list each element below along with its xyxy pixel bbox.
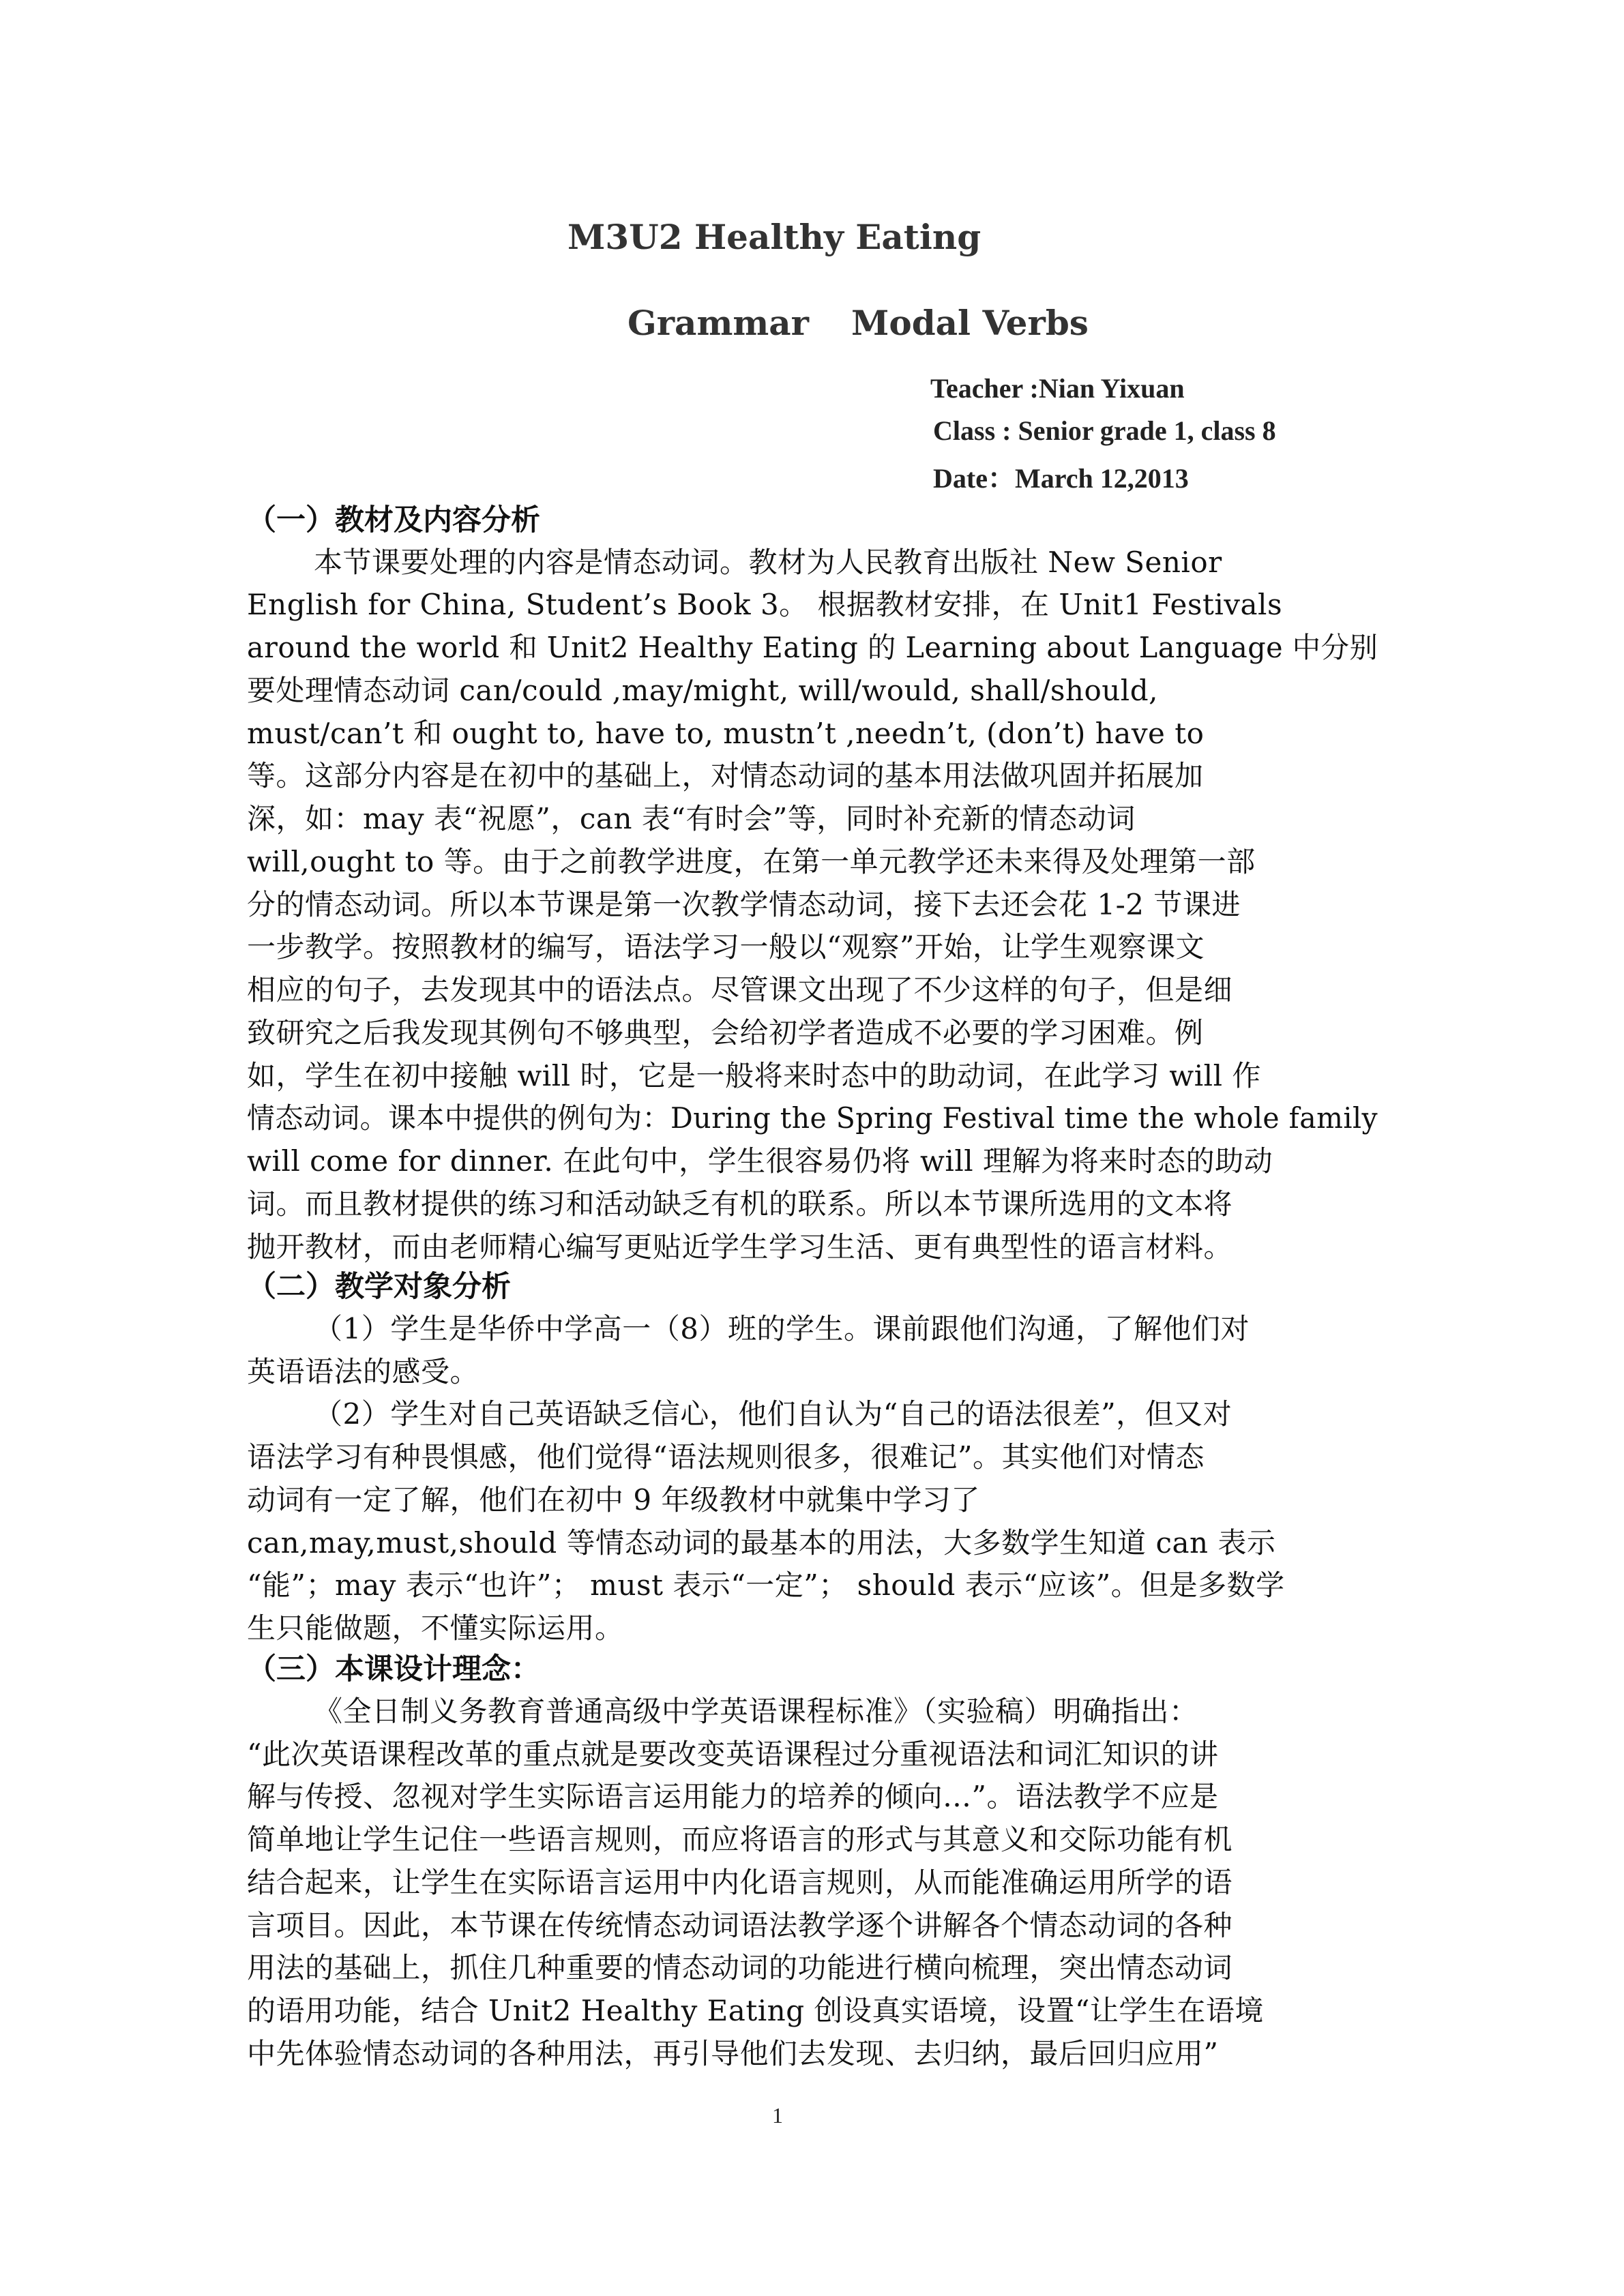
paragraph-line: 《全日制义务教育普通高级中学英语课程标准》（实验稿）明确指出： [314,1695,1198,1728]
paragraph-line: English for China, Student’s Book 3。 根据教材安排，在 Unit1 Festivals [247,588,1283,621]
paragraph-line: 用法的基础上，抓住几种重要的情态动词的功能进行横向梳理，突出情态动词 [247,1951,1233,1984]
page-number: 1 [772,2103,783,2128]
paragraph-line: 分的情态动词。所以本节课是第一次教学情态动词，接下去还会花 1-2 节课进 [247,888,1241,921]
paragraph-line: 等。这部分内容是在初中的基础上，对情态动词的基本用法做巩固并拓展加 [247,759,1204,792]
paragraph-line: 语法学习有种畏惧感，他们觉得“语法规则很多，很难记”。其实他们对情态 [247,1440,1205,1474]
paragraph-line: will come for dinner. 在此句中，学生很容易仍将 will 理解为将来时态的助动 [247,1144,1273,1178]
paragraph-line: （1）学生是华侨中学高一（8）班的学生。课前跟他们沟通，了解他们对 [314,1312,1250,1345]
paragraph-line: 英语语法的感受。 [247,1355,479,1388]
class-info: Class : Senior grade 1, class 8 [933,415,1276,446]
paragraph-line: 要处理情态动词 can/could ,may/might, will/would, shall/should, [247,674,1158,707]
paragraph-line: 情态动词。课本中提供的例句为：During the Spring Festival time the whole family [247,1101,1378,1135]
paragraph-line: 相应的句子，去发现其中的语法点。尽管课文出现了不少这样的句子，但是细 [247,973,1233,1007]
paragraph-line: 如，学生在初中接触 will 时，它是一般将来时态中的助动词，在此学习 will 作 [247,1059,1261,1092]
paragraph-line: 解与传授、忽视对学生实际语言运用能力的培养的倾向…”。语法教学不应是 [247,1780,1219,1813]
paragraph-line: 深，如：may 表“祝愿”，can 表“有时会”等，同时补充新的情态动词 [247,802,1136,835]
section-heading-design-concept: （三）本课设计理念： [247,1652,540,1686]
section-heading-student-analysis: （二）教学对象分析 [247,1270,511,1304]
paragraph-line: can,may,must,should 等情态动词的最基本的用法，大多数学生知道 can 表示 [247,1526,1276,1560]
paragraph-line: 抛开教材，而由老师精心编写更贴近学生学习生活、更有典型性的语言材料。 [247,1230,1233,1264]
section-heading-textbook-analysis: （一）教材及内容分析 [247,503,540,537]
paragraph-line: 的语用功能，结合 Unit2 Healthy Eating 创设真实语境，设置“让学生在语境 [247,1994,1264,2027]
subtitle-grammar: Grammar [628,303,809,343]
paragraph-line: will,ought to 等。由于之前教学进度，在第一单元教学还未来得及处理第一部 [247,845,1256,878]
paragraph-line: “能”；may 表示“也许”； must 表示“一定”； should 表示“应该”。但是多数学 [247,1568,1285,1602]
paragraph-line: around the world 和 Unit2 Healthy Eating 的 Learning about Language 中分别 [247,631,1378,664]
paragraph-line: 本节课要处理的内容是情态动词。教材为人民教育出版社 New Senior [314,546,1222,579]
paragraph-line: 一步教学。按照教材的编写，语法学习一般以“观察”开始，让学生观察课文 [247,930,1205,964]
teacher-info: Teacher :Nian Yixuan [930,373,1185,404]
paragraph-line: 词。而且教材提供的练习和活动缺乏有机的联系。所以本节课所选用的文本将 [247,1187,1233,1221]
date-info: Date：March 12,2013 [933,463,1189,494]
paragraph-line: 结合起来，让学生在实际语言运用中内化语言规则，从而能准确运用所学的语 [247,1866,1233,1899]
paragraph-line: 致研究之后我发现其例句不够典型，会给初学者造成不必要的学习困难。例 [247,1016,1204,1049]
paragraph-line: 生只能做题，不懂实际运用。 [247,1611,624,1645]
paragraph-line: 言项目。因此，本节课在传统情态动词语法教学逐个讲解各个情态动词的各种 [247,1909,1233,1942]
paragraph-line: 动词有一定了解，他们在初中 9 年级教材中就集中学习了 [247,1483,980,1517]
document-title: M3U2 Healthy Eating [567,217,981,257]
paragraph-line: （2）学生对自己英语缺乏信心，他们自认为“自己的语法很差”，但又对 [314,1397,1232,1431]
paragraph-line: “此次英语课程改革的重点就是要改变英语课程过分重视语法和词汇知识的讲 [247,1738,1219,1771]
paragraph-line: must/can’t 和 ought to, have to, mustn’t ,needn’t, (don’t) have to [247,717,1205,750]
subtitle-modal-verbs: Modal Verbs [851,303,1089,343]
paragraph-line: 简单地让学生记住一些语言规则，而应将语言的形式与其意义和交际功能有机 [247,1823,1233,1856]
paragraph-line: 中先体验情态动词的各种用法，再引导他们去发现、去归纳，最后回归应用” [247,2037,1219,2070]
